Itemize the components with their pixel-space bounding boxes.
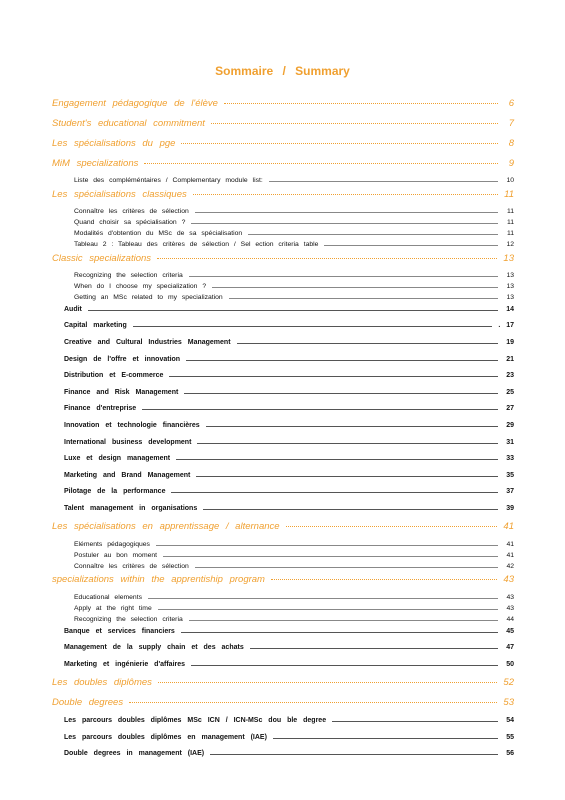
toc-leader-line: [250, 648, 498, 649]
toc-page-number: 43: [506, 604, 514, 612]
toc-entry-label: Connaître les critères de sélection: [74, 208, 189, 215]
toc-entry[interactable]: [52, 500, 514, 517]
toc-page-number: 12: [506, 241, 514, 248]
toc-page-number: 50: [506, 660, 514, 668]
toc-entry[interactable]: [52, 401, 514, 418]
toc-page-number: 37: [506, 488, 514, 496]
toc-page-number: 41: [506, 551, 514, 559]
toc-leader-line: [211, 123, 498, 124]
toc-entry-label: Modalités d'obtention du MSc de sa spécialisation: [74, 230, 243, 237]
toc-entry[interactable]: [52, 623, 514, 640]
toc-page-number: 11: [506, 230, 514, 237]
toc-page-number: 44: [506, 615, 514, 623]
toc-entry-label: Luxe et design management: [64, 455, 171, 463]
toc-leader-line: [133, 326, 493, 327]
toc-entry-label: When do I choose my specialization ?: [74, 283, 207, 290]
toc-entry[interactable]: [52, 559, 514, 570]
toc-page-number: 8: [508, 137, 514, 149]
toc-entry-label: Audit: [64, 305, 82, 313]
toc-entry-label: Finance d'entreprise: [64, 405, 137, 413]
toc-leader-line: [181, 143, 498, 144]
toc-entry-label: Apply at the right time: [74, 604, 152, 612]
toc-leader-line: [195, 567, 498, 568]
toc-entry-label: Finance and Risk Management: [64, 388, 179, 396]
toc-entry-label: Les spécialisations en apprentissage / alternance: [52, 521, 280, 533]
toc-entry[interactable]: [52, 93, 514, 113]
toc-page-number: 13: [503, 252, 514, 264]
toc-leader-line: [186, 360, 498, 361]
toc-leader-line: [129, 702, 497, 703]
toc-page-number: 10: [506, 177, 514, 184]
toc-leader-line: [286, 526, 498, 527]
toc-page-number: 13: [506, 294, 514, 301]
toc-entry[interactable]: [52, 612, 514, 623]
toc-entry[interactable]: [52, 417, 514, 434]
toc-page-number: 41: [506, 540, 514, 548]
toc-entry[interactable]: [52, 290, 514, 301]
toc-entry[interactable]: [52, 248, 514, 268]
toc-entry[interactable]: [52, 713, 514, 730]
toc-leader-line: [142, 409, 498, 410]
toc-page-number: 42: [506, 562, 514, 570]
toc-page-number: 43: [503, 574, 514, 586]
toc-leader-line: [189, 620, 498, 621]
toc-entry-label: Management de la supply chain et des achats: [64, 644, 244, 652]
toc-leader-line: [191, 665, 498, 666]
toc-leader-line: [212, 287, 498, 288]
toc-leader-line: [273, 738, 498, 739]
toc-leader-line: [269, 181, 498, 182]
toc-leader-line: [197, 443, 498, 444]
toc-entry-label: Marketing and Brand Management: [64, 471, 191, 479]
toc-entry[interactable]: [52, 548, 514, 559]
toc-entry[interactable]: [52, 467, 514, 484]
toc-entry[interactable]: [52, 351, 514, 368]
toc-entry[interactable]: [52, 537, 514, 548]
toc-page-number: 33: [506, 455, 514, 463]
toc-entry-label: Les parcours doubles diplômes en management (IAE): [64, 733, 267, 741]
toc-leader-line: [144, 163, 498, 164]
toc-entry[interactable]: [52, 693, 514, 713]
toc-page-number: 45: [506, 627, 514, 635]
toc-leader-line: [157, 258, 497, 259]
toc-leader-line: [206, 426, 498, 427]
toc-leader-line: [332, 721, 498, 722]
toc-page-number: 35: [506, 471, 514, 479]
toc-leader-line: [248, 234, 498, 235]
toc-entry[interactable]: [52, 133, 514, 153]
toc-entry-label: Pilotage de la performance: [64, 488, 166, 496]
toc-entry[interactable]: [52, 570, 514, 590]
page-title: Sommaire / Summary: [215, 64, 350, 78]
toc-entry-label: Tableau 2 : Tableau des critères de sélection / Sel ection criteria table: [74, 241, 319, 248]
toc-entry-label: MiM specializations: [52, 157, 139, 169]
toc-entry-label: Les doubles diplômes: [52, 677, 152, 688]
toc-entry-label: Creative and Cultural Industries Management: [64, 338, 231, 346]
toc-page-number: 21: [506, 355, 514, 363]
toc-entry[interactable]: [52, 639, 514, 656]
toc-entry[interactable]: [52, 237, 514, 248]
toc-entry[interactable]: [52, 173, 514, 184]
toc-entry-label: Double degrees: [52, 697, 124, 708]
toc-entry[interactable]: [52, 113, 514, 133]
toc-leader-line: [271, 579, 497, 580]
toc-entry-label: Engagement pédagogique de l'élève: [52, 97, 218, 109]
toc-leader-line: [324, 245, 498, 246]
toc-page-number: 14: [506, 305, 514, 313]
toc-page-number: 52: [503, 677, 514, 688]
toc-page-number: 41: [503, 521, 514, 533]
toc-entry-label: Classic specializations: [52, 252, 152, 264]
toc-page-number: 55: [506, 733, 514, 741]
toc-leader-line: [158, 682, 498, 683]
toc-entry[interactable]: [52, 656, 514, 673]
toc-leader-line: [176, 459, 498, 460]
toc-page-number: 11: [506, 219, 514, 226]
toc-page-number: 6: [508, 97, 514, 109]
toc-entry-label: Capital marketing: [64, 322, 127, 330]
toc-leader-line: [158, 609, 498, 610]
toc-entry-label: Connaître les critères de sélection: [74, 562, 189, 570]
toc-entry-label: Quand choisir sa spécialisation ?: [74, 219, 186, 226]
toc-entry-label: Banque et services financiers: [64, 627, 175, 635]
toc-leader-line: [148, 598, 498, 599]
toc-entry[interactable]: [52, 746, 514, 763]
toc-entry-label: Marketing et ingénierie d'affaires: [64, 660, 186, 668]
toc-entry-label: Design de l'offre et innovation: [64, 355, 181, 363]
toc-entry[interactable]: [52, 279, 514, 290]
toc-page-number: 43: [506, 593, 514, 601]
toc-entry-label: Les parcours doubles diplômes MSc ICN / ICN-MSc dou ble degree: [64, 717, 327, 725]
toc-leader-line: [203, 509, 498, 510]
toc-leader-line: [191, 223, 498, 224]
toc-entry[interactable]: [52, 384, 514, 401]
toc-entry[interactable]: [52, 601, 514, 612]
toc-entry[interactable]: [52, 204, 514, 215]
toc-entry[interactable]: [52, 434, 514, 451]
toc-entry-label: Innovation et technologie financières: [64, 421, 200, 429]
toc-page-number: 19: [506, 338, 514, 346]
toc-entry[interactable]: [52, 367, 514, 384]
toc-leader-line: [163, 556, 498, 557]
toc-page-number: 53: [503, 697, 514, 708]
toc-entry-label: Les spécialisations classiques: [52, 188, 187, 200]
toc-page-number: 27: [506, 405, 514, 413]
toc-entry-label: International business development: [64, 438, 192, 446]
toc-page-number: 7: [508, 117, 514, 129]
toc-entry[interactable]: [52, 318, 514, 335]
toc-entry-label: Recognizing the selection criteria: [74, 272, 183, 279]
toc-entry-label: specializations within the apprentiship program: [52, 574, 265, 586]
toc-leader-line: [169, 376, 498, 377]
toc-page-number: 29: [506, 421, 514, 429]
toc-leader-line: [193, 194, 498, 195]
toc-leader-line: [189, 276, 498, 277]
toc-entry[interactable]: [52, 153, 514, 173]
toc-page-number: 39: [506, 504, 514, 512]
table-of-contents: [52, 93, 514, 762]
toc-leader-line: [195, 212, 498, 213]
toc-entry[interactable]: [52, 268, 514, 279]
toc-entry-label: Recognizing the selection criteria: [74, 615, 183, 623]
toc-page-number: 11: [506, 208, 514, 215]
toc-entry[interactable]: [52, 729, 514, 746]
toc-page-number: 23: [506, 372, 514, 380]
toc-entry[interactable]: [52, 484, 514, 501]
toc-entry-label: Les spécialisations du pge: [52, 137, 176, 149]
toc-page-number: 9: [508, 157, 514, 169]
toc-entry-label: Double degrees in management (IAE): [64, 750, 205, 758]
toc-entry[interactable]: [52, 334, 514, 351]
toc-leader-line: [181, 632, 498, 633]
toc-entry[interactable]: [52, 226, 514, 237]
toc-entry-label: Educational elements: [74, 593, 142, 601]
toc-leader-line: [156, 545, 498, 546]
toc-page-number: 47: [506, 644, 514, 652]
toc-entry-label: Eléments pédagogiques: [74, 540, 150, 548]
toc-leader-line: [210, 754, 498, 755]
toc-entry-label: Liste des compléméntaires / Complementary module list:: [74, 177, 263, 184]
toc-entry[interactable]: [52, 673, 514, 693]
toc-entry-label: Talent management in organisations: [64, 504, 198, 512]
toc-entry[interactable]: [52, 517, 514, 537]
toc-entry[interactable]: [52, 215, 514, 226]
toc-entry[interactable]: [52, 184, 514, 204]
toc-page-number: 56: [506, 750, 514, 758]
toc-entry[interactable]: [52, 450, 514, 467]
toc-page-number: 25: [506, 388, 514, 396]
toc-page-number: 13: [506, 272, 514, 279]
toc-page-number: 31: [506, 438, 514, 446]
toc-leader-line: [88, 310, 498, 311]
toc-page-number: 11: [504, 188, 514, 200]
toc-entry-label: Postuler au bon moment: [74, 551, 158, 559]
toc-entry-label: Distribution et E-commerce: [64, 372, 164, 380]
toc-page-number: 13: [506, 283, 514, 290]
toc-page-number: 54: [506, 717, 514, 725]
toc-leader-line: [171, 492, 498, 493]
toc-leader-line: [196, 476, 498, 477]
toc-entry[interactable]: [52, 590, 514, 601]
toc-entry-label: Getting an MSc related to my specialization: [74, 294, 223, 301]
toc-entry[interactable]: [52, 301, 514, 318]
toc-leader-line: [229, 298, 498, 299]
toc-leader-line: [184, 393, 498, 394]
toc-entry-label: Student's educational commitment: [52, 117, 205, 129]
toc-leader-line: [224, 103, 498, 104]
toc-leader-line: [237, 343, 498, 344]
toc-page-number: . 17: [498, 322, 514, 330]
